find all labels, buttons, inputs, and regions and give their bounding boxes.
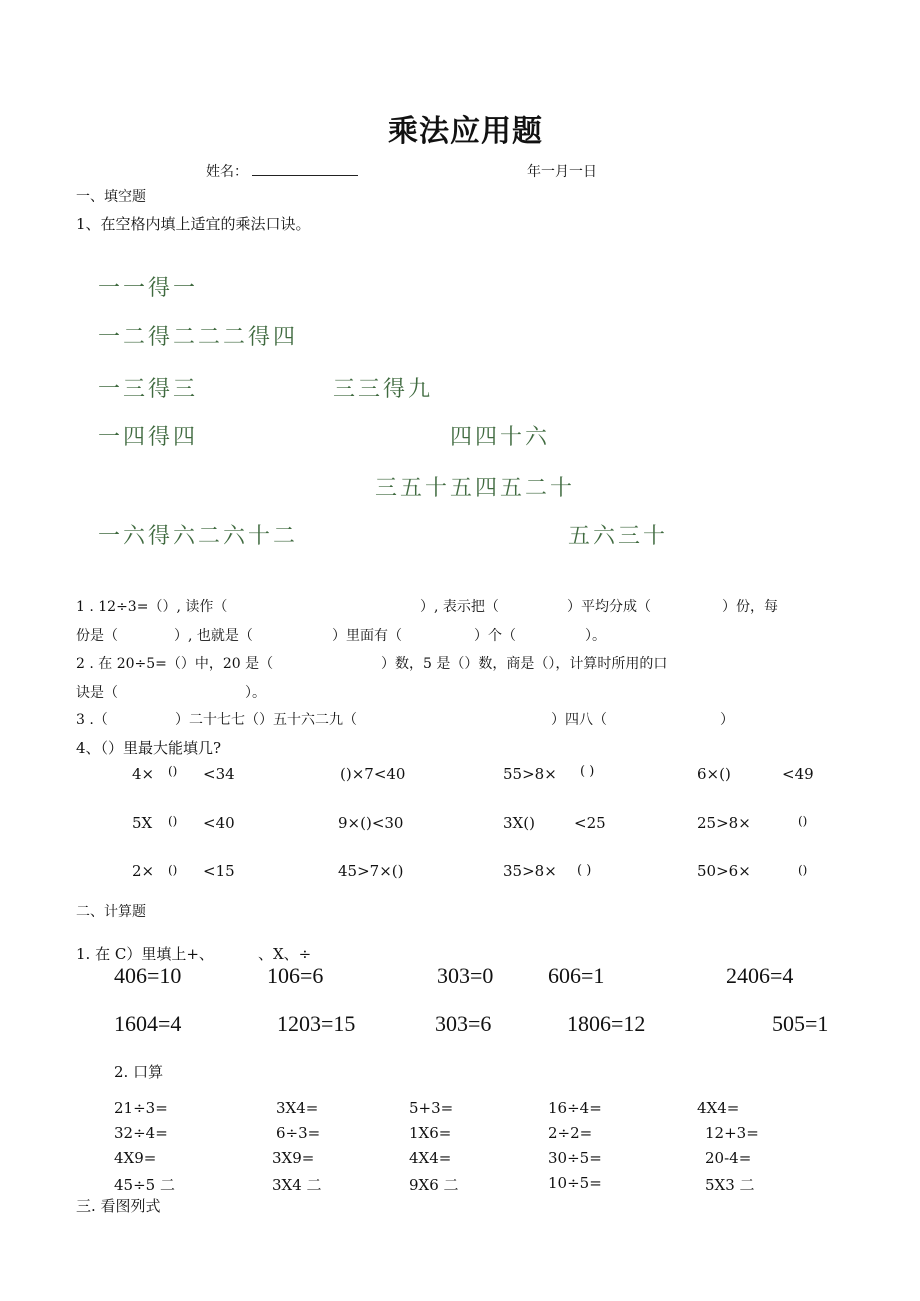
date-label: 年一月一日 xyxy=(527,164,597,180)
q4-cell: () xyxy=(168,814,178,828)
rhyme: 三三得九 xyxy=(333,377,434,402)
oral-item: 2÷2= xyxy=(548,1124,593,1142)
q4-cell: 2× xyxy=(132,862,155,880)
oral-item: 21÷3= xyxy=(114,1099,168,1117)
calc-item: 303=0 xyxy=(437,963,494,988)
fill-line: ）。 xyxy=(245,685,266,701)
calc-q1-ops: 、X、÷ xyxy=(258,945,312,963)
fill-line: ）, 表示把（ xyxy=(420,599,499,615)
q4-cell: () xyxy=(798,863,808,877)
question-1: 1、在空格内填上适宜的乘法口诀。 xyxy=(76,215,311,233)
rhyme: 一六得六二六十二 xyxy=(98,524,299,549)
rhyme: 三五十五四五二十 xyxy=(375,476,576,501)
fill-line: ）。 xyxy=(585,628,606,644)
rhyme: 四四十六 xyxy=(450,425,551,450)
fill-line: ） xyxy=(720,712,734,728)
oral-item: 9X6 二 xyxy=(409,1176,459,1194)
fill-line: ）二十七七（）五十六二九（ xyxy=(175,712,357,728)
q4-cell: 6×() xyxy=(697,765,731,783)
oral-item: 32÷4= xyxy=(114,1124,168,1142)
calc-item: 406=10 xyxy=(114,963,182,988)
fill-line: ）份，每 xyxy=(722,599,778,615)
name-blank xyxy=(252,163,358,176)
calc-item: 2406=4 xyxy=(726,963,794,988)
oral-item: 4X4= xyxy=(409,1149,452,1167)
q4-cell: () xyxy=(798,814,808,828)
q4-cell: <49 xyxy=(782,765,814,783)
q4-cell: 3X() xyxy=(503,814,535,832)
oral-item: 4X9= xyxy=(114,1149,157,1167)
oral-item: 6÷3= xyxy=(276,1124,321,1142)
q4-cell: 25>8× xyxy=(697,814,751,832)
q4-cell: 50>6× xyxy=(697,862,751,880)
q4-cell: 9×()<30 xyxy=(338,814,404,832)
oral-item: 4X4= xyxy=(697,1099,740,1117)
fill-line: 3 .（ xyxy=(76,712,108,728)
q4-cell: <15 xyxy=(203,862,235,880)
section1-heading: 一、填空题 xyxy=(76,189,146,205)
q4-cell: <40 xyxy=(203,814,235,832)
oral-item: 45÷5 二 xyxy=(114,1176,175,1194)
oral-item: 20-4= xyxy=(705,1149,752,1167)
rhyme: 一三得三 xyxy=(98,377,199,402)
q4-cell: ( ) xyxy=(580,764,595,779)
name-label-text: 姓名： xyxy=(206,164,248,180)
name-label xyxy=(206,161,358,181)
q4-cell: 4× xyxy=(132,765,155,783)
oral-item: 10÷5= xyxy=(548,1174,602,1192)
oral-calc-label: 2. 口算 xyxy=(114,1063,164,1081)
oral-item: 3X9= xyxy=(272,1149,315,1167)
question-4: 4、（）里最大能填几? xyxy=(76,739,222,757)
calc-item: 106=6 xyxy=(267,963,324,988)
calc-q1-label: 1. 在 C）里填上+、 xyxy=(76,945,214,963)
oral-item: 3X4= xyxy=(276,1099,319,1117)
oral-item: 5X3 二 xyxy=(705,1176,755,1194)
fill-line: 1 . 12÷3=（）, 读作（ xyxy=(76,599,228,615)
oral-item: 1X6= xyxy=(409,1124,452,1142)
q4-cell: <25 xyxy=(574,814,606,832)
q4-cell: 35>8× xyxy=(503,862,557,880)
fill-line: 诀是（ xyxy=(76,685,118,701)
q4-cell: ( ) xyxy=(577,863,592,878)
page-title: 乘法应用题 xyxy=(388,114,543,149)
oral-item: 30÷5= xyxy=(548,1149,602,1167)
calc-item: 606=1 xyxy=(548,963,605,988)
rhyme: 一二得二二二得四 xyxy=(98,325,299,350)
fill-line: ）个（ xyxy=(474,628,516,644)
calc-item: 505=1 xyxy=(772,1011,829,1036)
q4-cell: 5X xyxy=(132,814,153,832)
oral-item: 5+3= xyxy=(409,1099,454,1117)
calc-item: 1806=12 xyxy=(567,1011,646,1036)
q4-cell: 55>8× xyxy=(503,765,557,783)
rhyme: 一四得四 xyxy=(98,425,199,450)
q4-cell: () xyxy=(168,764,178,778)
q4-cell: <34 xyxy=(203,765,235,783)
oral-item: 3X4 二 xyxy=(272,1176,322,1194)
fill-line: ）, 也就是（ xyxy=(174,628,253,644)
calc-item: 303=6 xyxy=(435,1011,492,1036)
fill-line: ）里面有（ xyxy=(332,628,402,644)
q4-cell: ()×7<40 xyxy=(340,765,406,783)
q4-cell: 45>7×() xyxy=(338,862,404,880)
rhyme: 五六三十 xyxy=(568,524,669,549)
calc-item: 1203=15 xyxy=(277,1011,356,1036)
rhyme: 一一得一 xyxy=(98,276,199,301)
calc-item: 1604=4 xyxy=(114,1011,182,1036)
q4-cell: () xyxy=(168,863,178,877)
fill-line: 份是（ xyxy=(76,628,118,644)
fill-line: ）平均分成（ xyxy=(567,599,651,615)
fill-line: 2 . 在 20÷5=（）中，20 是（ xyxy=(76,656,274,672)
fill-line: ）四八（ xyxy=(551,712,607,728)
section2-heading: 二、计算题 xyxy=(76,904,146,920)
oral-item: 12+3= xyxy=(705,1124,759,1142)
oral-item: 16÷4= xyxy=(548,1099,602,1117)
fill-line: ）数，5 是（）数，商是（），计算时所用的口 xyxy=(381,656,668,672)
section3-heading: 三. 看图列式 xyxy=(76,1197,161,1215)
